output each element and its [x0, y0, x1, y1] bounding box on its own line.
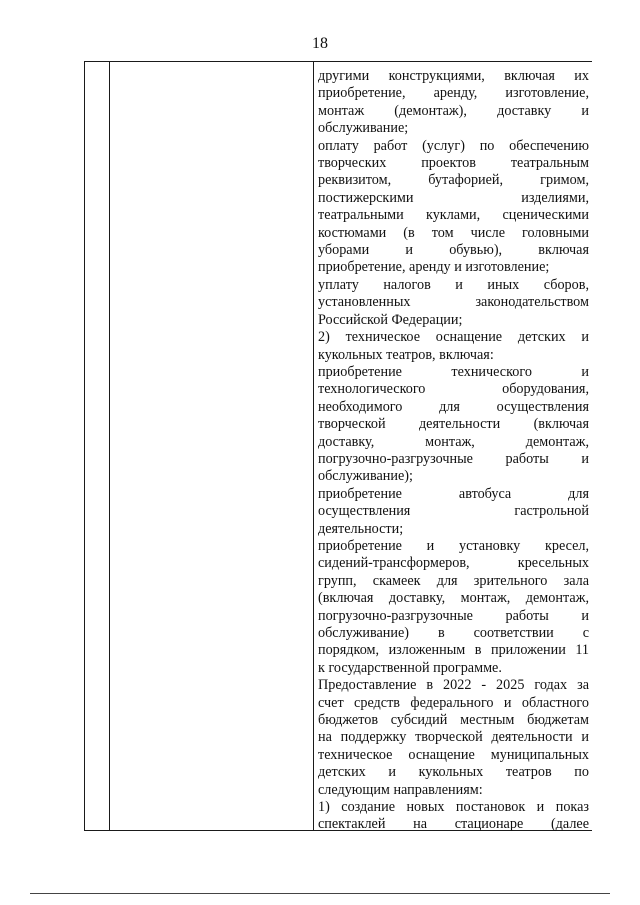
- table-paragraph: [318, 138, 589, 277]
- table-text-line: следующим направлениям:: [318, 781, 483, 798]
- table-text-line: на поддержку творческой деятельности и: [318, 729, 589, 746]
- table-text-line: кукольных театров, включая:: [318, 346, 494, 363]
- table-paragraph: [318, 68, 589, 138]
- table-text-line: творческой деятельности (включая: [318, 416, 589, 433]
- table-text-line: уборами и обувью), включая: [318, 242, 589, 259]
- table-paragraph: [318, 677, 589, 799]
- table-paragraph: [318, 799, 589, 834]
- table-text-line: приобретение автобуса для: [318, 485, 589, 502]
- table-text-line: обслуживание;: [318, 120, 409, 137]
- document-table: [84, 61, 592, 831]
- table-text-line: погрузочно-разгрузочные работы и: [318, 450, 589, 467]
- table-text-line: детских и кукольных театров по: [318, 764, 589, 781]
- table-text-line: счет средств федерального и областного: [318, 694, 589, 711]
- page-bottom-rule: [30, 893, 610, 894]
- table-text-line: театральными куклами, сценическими: [318, 207, 589, 224]
- table-description-cell: [318, 68, 589, 834]
- table-text-line: сидений-трансформеров, кресельных: [318, 555, 589, 572]
- table-text-line: осуществления гастрольной: [318, 503, 589, 520]
- table-text-line: порядком, изложенным в приложении 11: [318, 642, 589, 659]
- page-number: 18: [312, 35, 328, 52]
- table-text-line: к государственной программе.: [318, 659, 502, 676]
- table-text-line: костюмами (в том числе головными: [318, 224, 589, 241]
- table-text-line: деятельности;: [318, 520, 404, 537]
- table-text-line: приобретение, аренду, изготовление,: [318, 85, 589, 102]
- table-text-line: приобретение, аренду и изготовление;: [318, 259, 550, 276]
- table-text-line: (включая доставку, монтаж, демонтаж,: [318, 590, 589, 607]
- table-text-line: спектаклей на стационаре (далее: [318, 816, 589, 833]
- table-text-line: Российской Федерации;: [318, 311, 463, 328]
- table-text-line: техническое оснащение муниципальных: [318, 746, 589, 763]
- table-text-line: реквизитом, бутафорией, гримом,: [318, 172, 589, 189]
- table-text-line: технологического оборудования,: [318, 381, 589, 398]
- table-paragraph: [318, 486, 589, 538]
- table-paragraph: [318, 538, 589, 677]
- table-text-line: оплату работ (услуг) по обеспечению: [318, 137, 589, 154]
- table-text-line: приобретение технического и: [318, 363, 589, 380]
- table-column-divider-2: [313, 62, 314, 830]
- table-text-line: установленных законодательством: [318, 294, 589, 311]
- table-text-line: доставку, монтаж, демонтаж,: [318, 433, 589, 450]
- table-paragraph: [318, 277, 589, 329]
- table-column-divider-1: [109, 62, 110, 830]
- table-text-line: групп, скамеек для зрительного зала: [318, 572, 589, 589]
- table-text-line: уплату налогов и иных сборов,: [318, 276, 589, 293]
- table-text-line: необходимого для осуществления: [318, 398, 589, 415]
- table-text-line: обслуживание);: [318, 468, 413, 485]
- table-text-line: 1) создание новых постановок и показ: [318, 799, 589, 816]
- table-text-line: 2) техническое оснащение детских и: [318, 329, 589, 346]
- table-paragraph: [318, 329, 589, 364]
- table-text-line: творческих проектов театральным: [318, 155, 589, 172]
- table-text-line: приобретение и установку кресел,: [318, 537, 589, 554]
- table-paragraph: [318, 364, 589, 486]
- table-text-line: постижерскими изделиями,: [318, 189, 589, 206]
- table-text-line: бюджетов субсидий местным бюджетам: [318, 712, 589, 729]
- table-text-line: обслуживание) в соответствии с: [318, 625, 589, 641]
- table-text-line: другими конструкциями, включая их: [318, 68, 589, 84]
- table-text-line: Предоставление в 2022 - 2025 годах за: [318, 677, 589, 694]
- table-text-line: погрузочно-разгрузочные работы и: [318, 607, 589, 624]
- table-text-line: монтаж (демонтаж), доставку и: [318, 102, 589, 119]
